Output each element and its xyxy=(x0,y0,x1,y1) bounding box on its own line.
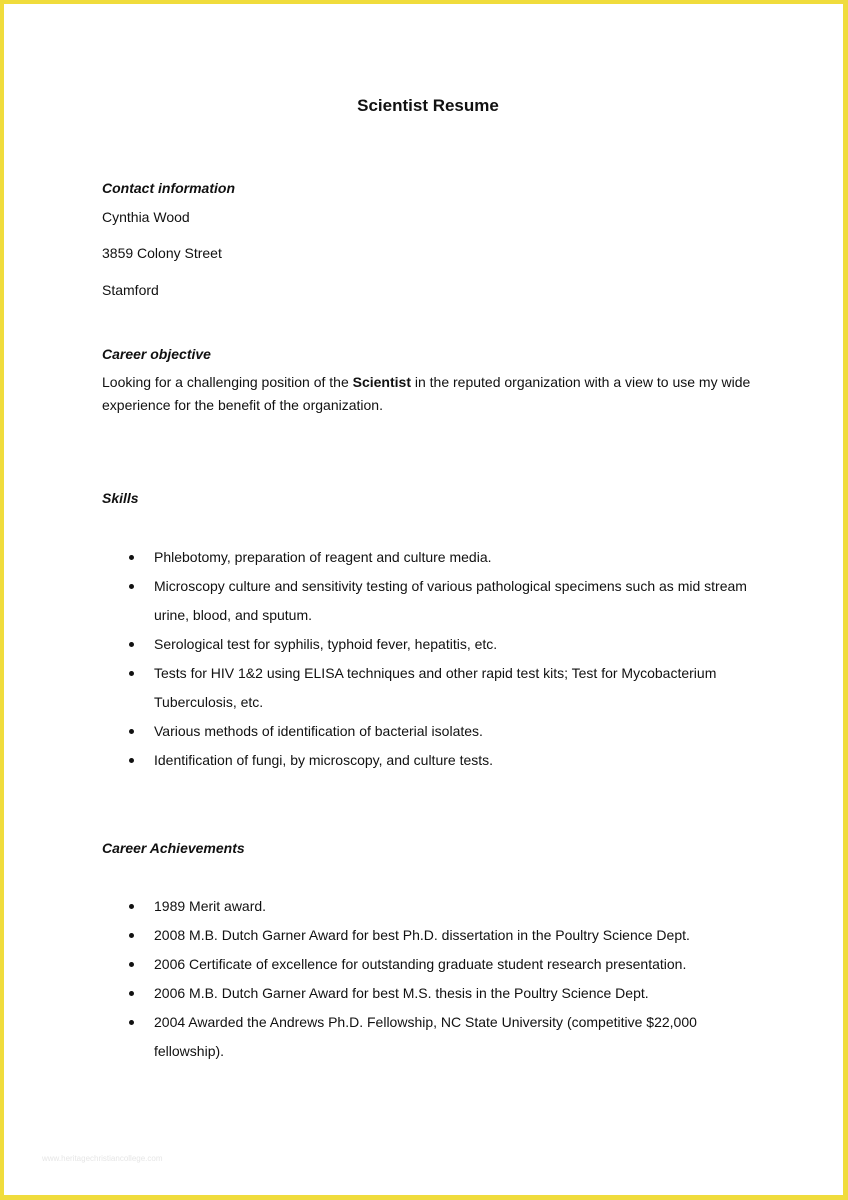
bullet-icon xyxy=(129,933,134,938)
achievement-text: 2008 M.B. Dutch Garner Award for best Ph.D. dissertation in the Poultry Science Dept. xyxy=(154,927,690,943)
skill-text: Identification of fungi, by microscopy, and culture tests. xyxy=(154,752,494,768)
bullet-icon xyxy=(129,584,134,589)
list-item xyxy=(102,659,752,717)
objective-text-before: Looking for a challenging position of the xyxy=(102,374,353,390)
bullet-icon xyxy=(129,758,134,763)
skill-text: Tests for HIV 1&2 using ELISA techniques and other rapid test kits; Test for Mycobacterium Tuberculosis, etc. xyxy=(154,665,717,710)
list-item xyxy=(102,717,752,746)
bullet-icon xyxy=(129,1020,134,1025)
contact-street: 3859 Colony Street xyxy=(102,245,222,261)
contact-heading: Contact information xyxy=(102,180,235,196)
contact-city: Stamford xyxy=(102,282,159,298)
skill-text: Phlebotomy, preparation of reagent and culture media. xyxy=(154,549,492,565)
bullet-icon xyxy=(129,555,134,560)
bullet-icon xyxy=(129,904,134,909)
skills-list xyxy=(102,543,752,775)
skill-text: Various methods of identification of bacterial isolates. xyxy=(154,723,483,739)
list-item xyxy=(102,572,752,630)
skill-text: Serological test for syphilis, typhoid fever, hepatitis, etc. xyxy=(154,636,498,652)
bullet-icon xyxy=(129,729,134,734)
list-item xyxy=(102,543,752,572)
achievement-text: 1989 Merit award. xyxy=(154,898,267,914)
objective-text-after: in the reputed organization with a view to use my wide experience for the benefit of the organization. xyxy=(102,374,751,413)
resume-page xyxy=(4,4,843,1195)
contact-name: Cynthia Wood xyxy=(102,209,190,225)
bullet-icon xyxy=(129,671,134,676)
achievement-text: 2006 Certificate of excellence for outstanding graduate student research presentation. xyxy=(154,956,687,972)
page-title: Scientist Resume xyxy=(357,96,499,115)
list-item xyxy=(102,1008,752,1066)
watermark: www.heritagechristiancollege.com xyxy=(42,1154,163,1163)
list-item xyxy=(102,921,752,950)
bullet-icon xyxy=(129,991,134,996)
list-item xyxy=(102,630,752,659)
list-item xyxy=(102,979,752,1008)
objective-heading: Career objective xyxy=(102,346,211,362)
achievement-text: 2006 M.B. Dutch Garner Award for best M.S. thesis in the Poultry Science Dept. xyxy=(154,985,649,1001)
objective-text xyxy=(102,371,752,417)
skill-text: Microscopy culture and sensitivity testing of various pathological specimens such as mid stream urine, blood, and sputum. xyxy=(154,578,747,623)
skills-heading: Skills xyxy=(102,490,139,506)
achievements-list xyxy=(102,892,752,1066)
list-item xyxy=(102,892,752,921)
achievements-heading: Career Achievements xyxy=(102,840,245,856)
list-item xyxy=(102,746,752,775)
bullet-icon xyxy=(129,962,134,967)
bullet-icon xyxy=(129,642,134,647)
objective-text-bold: Scientist xyxy=(352,374,411,390)
achievement-text: 2004 Awarded the Andrews Ph.D. Fellowship, NC State University (competitive $22,000 fellowship). xyxy=(154,1014,697,1059)
list-item xyxy=(102,950,752,979)
